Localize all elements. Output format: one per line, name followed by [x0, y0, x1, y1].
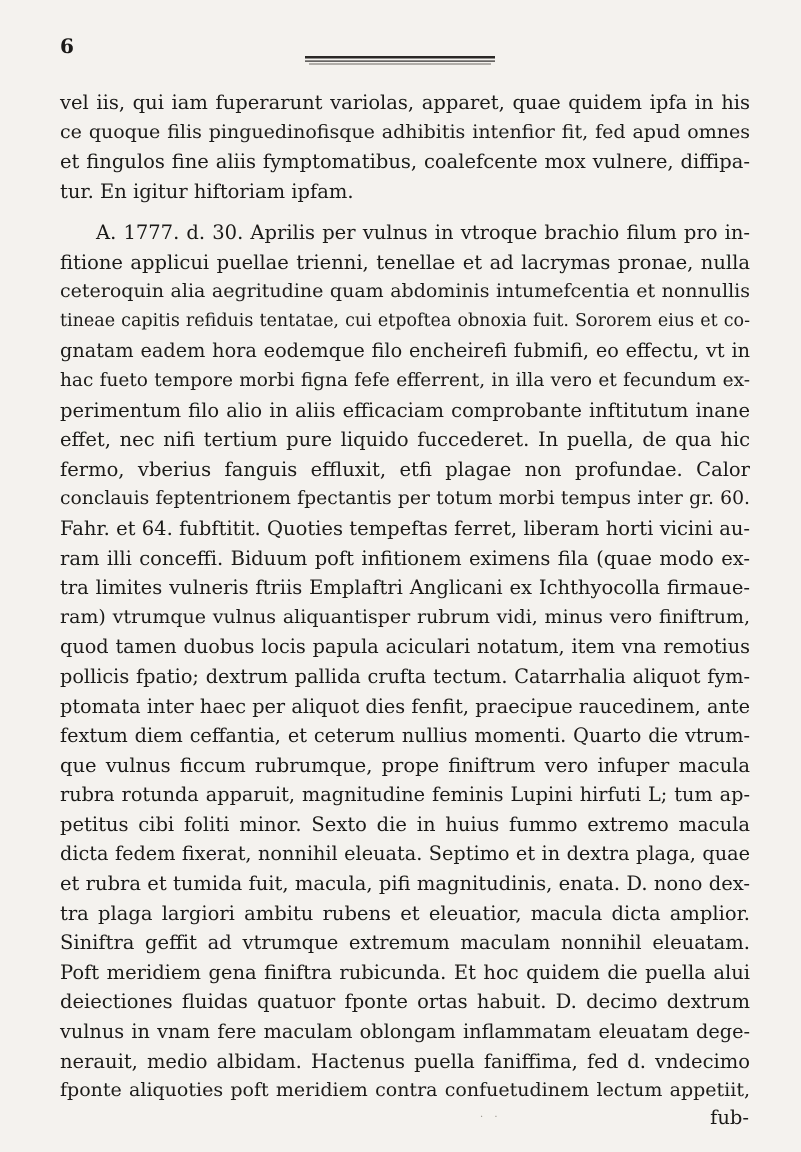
- text-line: ptomata inter haec per aliquot dies fenfit, praecipue raucedinem, ante: [60, 694, 750, 718]
- text-line: Siniftra geffit ad vtrumque extremum maculam nonnihil eleuatam.: [60, 931, 750, 955]
- text-line: hac fueto tempore morbi figna fefe efferrent, in illa vero et fecundum ex-: [60, 369, 750, 391]
- text-line: et rubra et tumida fuit, macula, pifi magnitudinis, enata. D. nono dex-: [60, 872, 750, 896]
- paragraph-case-history: [60, 218, 750, 1106]
- text-line: deiectiones fluidas quatuor fponte ortas habuit. D. decimo dextrum: [60, 990, 750, 1014]
- text-line: fextum diem ceffantia, et ceterum nullius momenti. Quarto die vtrum-: [60, 724, 750, 748]
- text-line: dicta fedem fixerat, nonnihil eleuata. Septimo et in dextra plaga, quae: [60, 842, 750, 866]
- catchword: fub-: [710, 1106, 749, 1129]
- text-line: vel iis, qui iam fuperarunt variolas, apparet, quae quidem ipfa in his: [60, 91, 750, 114]
- text-line: effet, nec nifi tertium pure liquido fuccederet. In puella, de qua hic: [60, 428, 750, 452]
- ink-speckle-decoration: · ·: [480, 1112, 502, 1123]
- text-line: et fingulos fine aliis fymptomatibus, coalefcente mox vulnere, diffipa-: [60, 150, 750, 174]
- text-line: A. 1777. d. 30. Aprilis per vulnus in vtroque brachio filum pro in-: [96, 221, 750, 244]
- text-line: tineae capitis refiduis tentatae, cui etpoftea obnoxia fuit. Sororem eius et co-: [60, 310, 750, 331]
- text-line: conclauis feptentrionem fpectantis per totum morbi tempus inter gr. 60.: [60, 488, 750, 510]
- text-line: pollicis fpatio; dextrum pallida crufta tectum. Catarrhalia aliquot fym-: [60, 664, 750, 688]
- text-line: vulnus in vnam fere maculam oblongam inflammatam eleuatam dege-: [60, 1020, 750, 1044]
- text-line: fitione applicui puellae trienni, tenellae et ad lacrymas pronae, nulla: [60, 250, 750, 274]
- text-line: petitus cibi foliti minor. Sexto die in huius fummo extremo macula: [60, 812, 750, 836]
- paragraph-intro: [60, 88, 750, 206]
- text-line: tra plaga largiori ambitu rubens et eleuatior, macula dicta amplior.: [60, 901, 750, 925]
- text-line: perimentum filo alio in aliis efficaciam comprobante inftitutum inane: [60, 398, 750, 422]
- text-line: nerauit, medio albidam. Hactenus puella faniffima, fed d. vndecimo: [60, 1049, 750, 1073]
- text-line: quod tamen duobus locis papula aciculari notatum, item vna remotius: [60, 635, 750, 659]
- page-number: 6: [60, 34, 74, 58]
- header-ornament-rule: [305, 55, 495, 67]
- text-line: gnatam eadem hora eodemque filo encheirefi fubmifi, eo effectu, vt in: [60, 339, 750, 363]
- text-line: fermo, vberius fanguis effluxit, etfi plagae non profundae. Calor: [60, 457, 750, 481]
- text-line: Fahr. et 64. fubftitit. Quoties tempeftas ferret, liberam horti vicini au-: [60, 516, 750, 540]
- text-line: que vulnus ficcum rubrumque, prope finiftrum vero infuper macula: [60, 753, 750, 777]
- text-line: Poft meridiem gena finiftra rubicunda. Et hoc quidem die puella alui: [60, 960, 750, 984]
- text-line: ram illi conceffi. Biduum poft infitionem eximens fila (quae modo ex-: [60, 546, 750, 570]
- text-line: ram) vtrumque vulnus aliquantisper rubrum vidi, minus vero finiftrum,: [60, 605, 750, 628]
- text-line: ce quoque filis pinguedinofisque adhibitis intenfior fit, fed apud omnes: [60, 120, 750, 143]
- text-line: tra limites vulneris ftriis Emplaftri Anglicani ex Ichthyocolla firmaue-: [60, 576, 750, 600]
- text-line: ceteroquin alia aegritudine quam abdominis intumefcentia et nonnullis: [60, 280, 750, 303]
- text-line: tur. En igitur hiftoriam ipfam.: [60, 179, 354, 203]
- text-line: fponte aliquoties poft meridiem contra confuetudinem lectum appetiit,: [60, 1079, 750, 1102]
- text-line: rubra rotunda apparuit, magnitudine feminis Lupini hirfuti L; tum ap-: [60, 783, 750, 807]
